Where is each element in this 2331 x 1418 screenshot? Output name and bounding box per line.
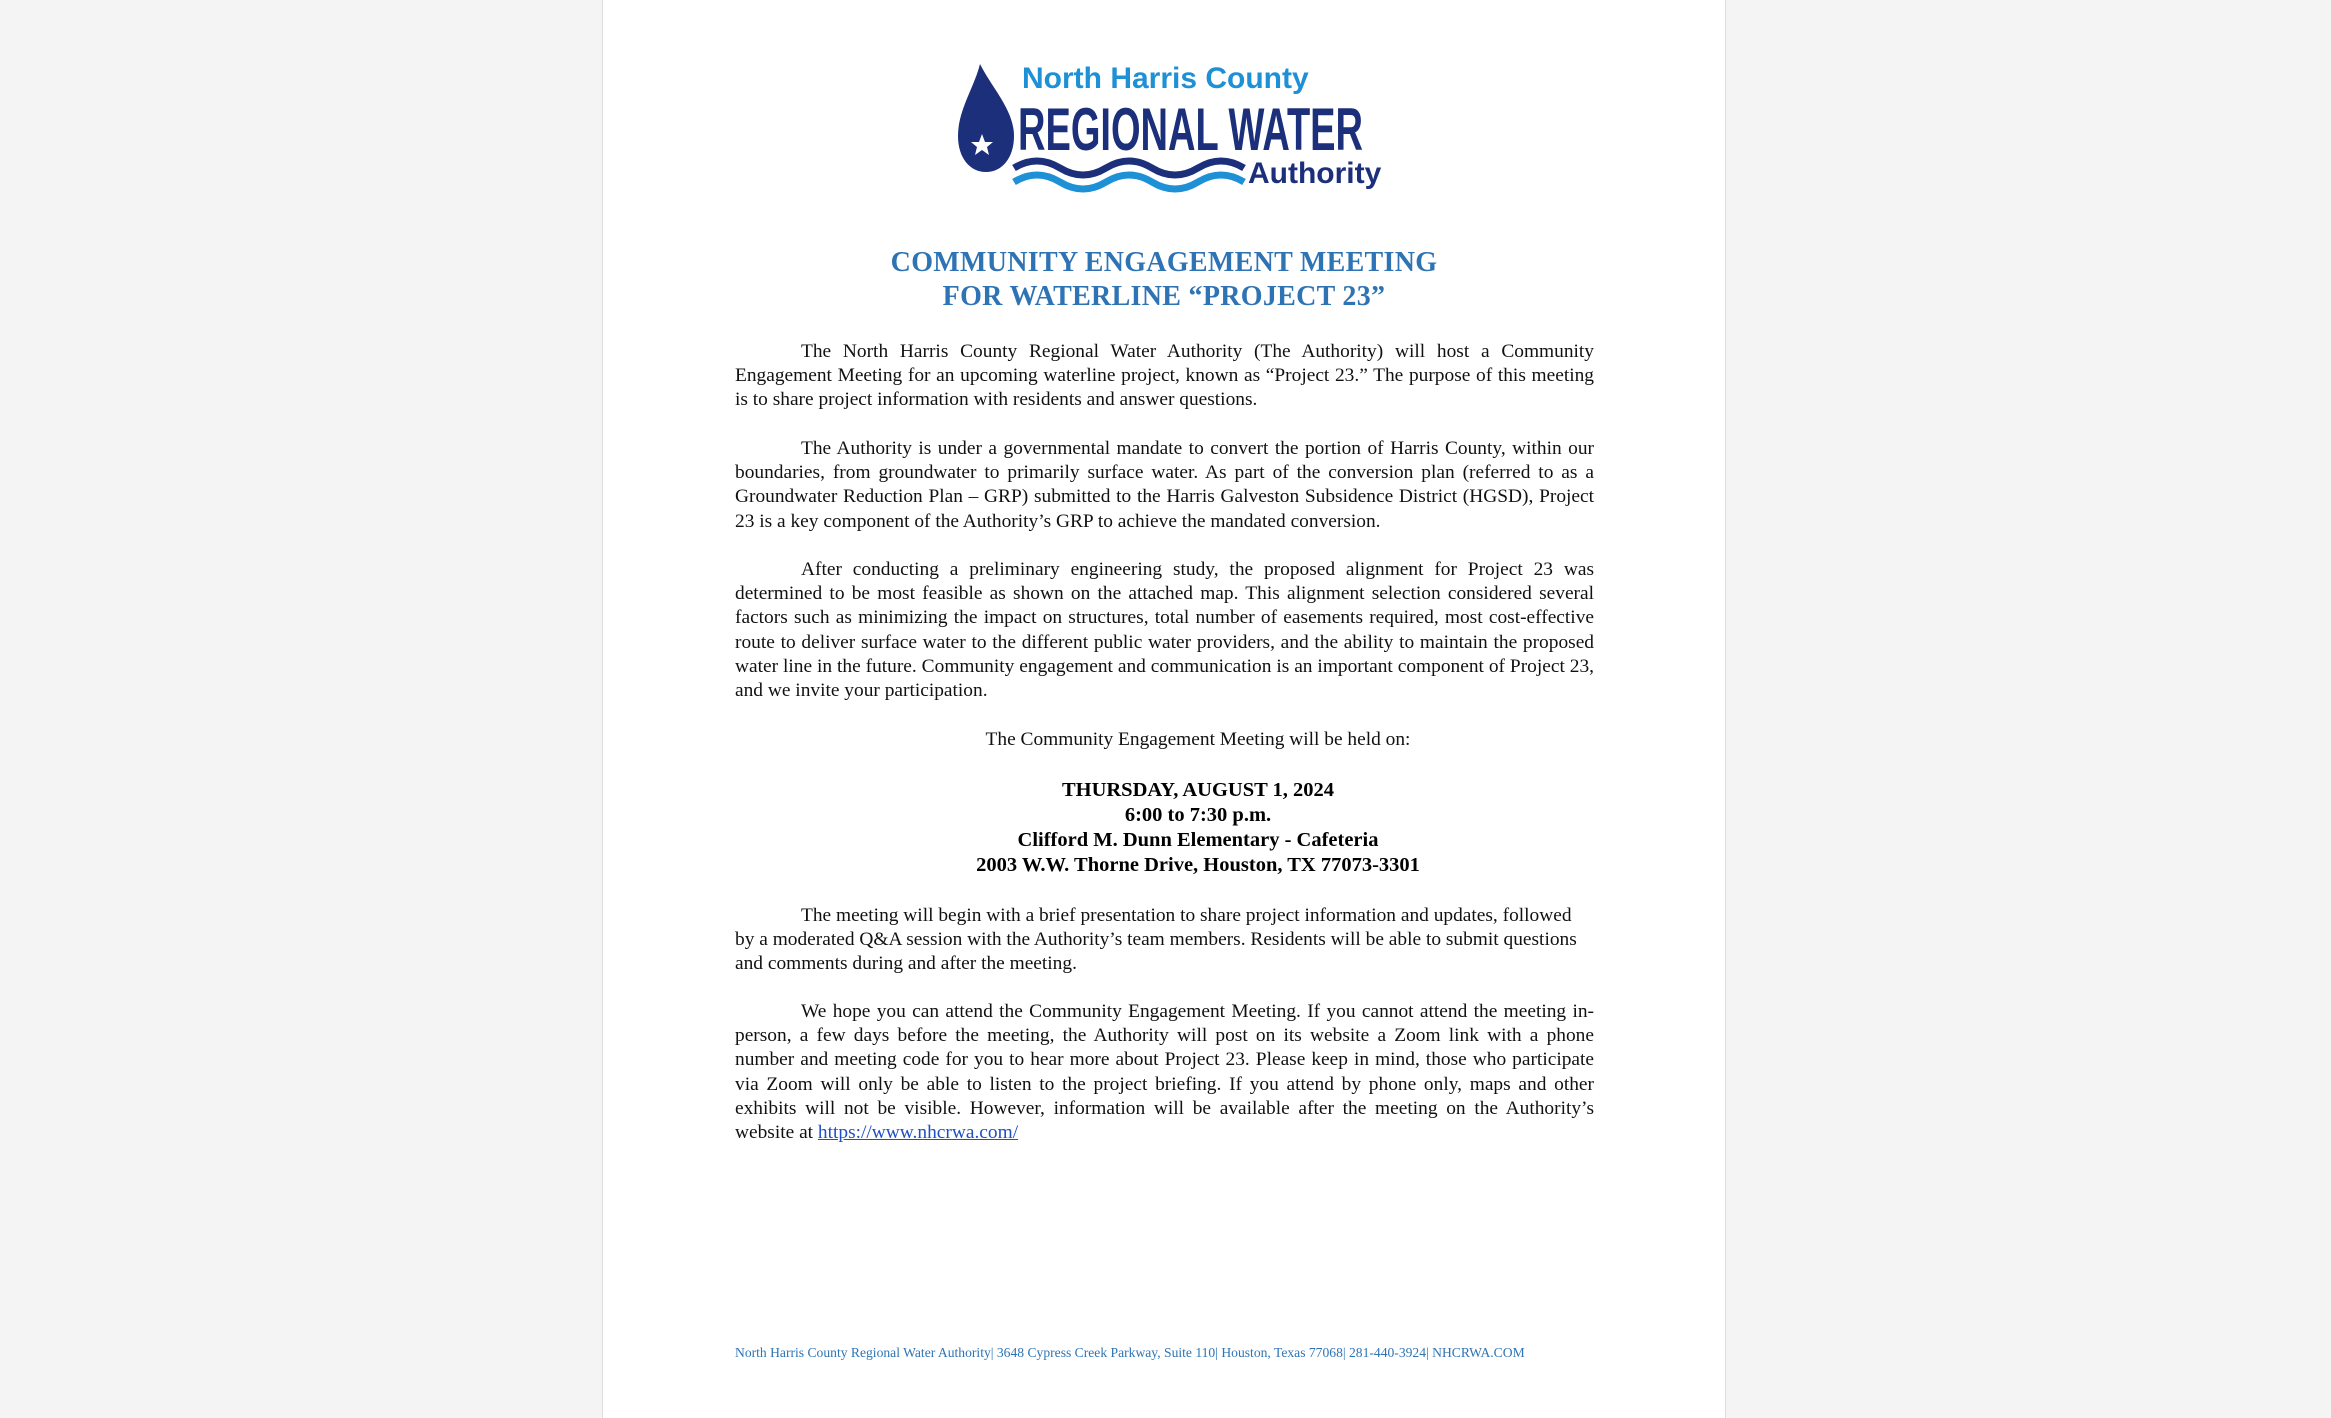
presentation-paragraph: The meeting will begin with a brief presentation to share project information and updates, followed by a moderated Q&A session with the Authority’s team members. Residents will be able to submit questions and comments during and after the meeting. [735,905,1577,975]
meeting-time: 6:00 to 7:30 p.m. [1124,804,1272,826]
attend-paragraph [735,1000,1594,1145]
meeting-date: THURSDAY, AUGUST 1, 2024 [1061,779,1335,801]
meeting-details [735,778,1661,878]
held-on-text: The Community Engagement Meeting will be held on: [985,729,1411,750]
document-page [602,0,1726,1418]
meeting-address: 2003 W.W. Thorne Drive, Houston, TX 77073-3301 [976,854,1420,876]
wave-light [1014,175,1244,189]
attend-text: We hope you can attend the Community Engagement Meeting. If you cannot attend the meeting in-person, a few days before the meeting, the Authority will post on its website a Zoom link with a phone number and meeting code for you to hear more about Project 23. Please keep in mind, those who participate via Zoom will only be able to listen to the project briefing. If you attend by phone only, maps and other exhibits will not be visible. However, information will be available after the meeting on the Authority’s website at [735,1001,1594,1144]
title-line-2: FOR WATERLINE “PROJECT 23” [942,281,1386,312]
website-link[interactable]: https://www.nhcrwa.com/ [817,1122,1019,1144]
logo-line-1: North Harris County [1022,62,1309,95]
page-title [602,246,1726,314]
logo-line-3: Authority [1248,157,1382,190]
logo-line-2: REGIONAL WATER [1018,96,1363,163]
nhcrwa-logo [952,58,1382,198]
intro-paragraph: The North Harris County Regional Water Authority (The Authority) will host a Community Engagement Meeting for an upcoming waterline project, known as “Project 23.” The purpose of this meeting is to share project information with residents and answer questions. [735,341,1594,411]
title-line-1: COMMUNITY ENGAGEMENT MEETING [890,247,1438,278]
mandate-paragraph: The Authority is under a governmental mandate to convert the portion of Harris County, within our boundaries, from groundwater to primarily surface water. As part of the conversion plan (referred to as a Groundwater Reduction Plan – GRP) submitted to the Harris Galveston Subsidence District (HGSD), Project 23 is a key component of the Authority’s GRP to achieve the mandated conversion. [735,438,1594,532]
meeting-venue: Clifford M. Dunn Elementary - Cafeteria [1017,829,1379,851]
study-paragraph: After conducting a preliminary engineering study, the proposed alignment for Project 23 was determined to be most feasible as shown on the attached map. This alignment selection considered several factors such as minimizing the impact on structures, total number of easements required, most cost-effective route to deliver surface water to the different public water providers, and the ability to maintain the proposed water line in the future. Community engagement and communication is an important component of Project 23, and we invite your participation. [735,559,1594,702]
water-drop-icon [958,64,1014,172]
page-footer: North Harris County Regional Water Authority| 3648 Cypress Creek Parkway, Suite 110| Houston, Texas 77068| 281-440-3924| NHCRWA.COM [735,1345,1525,1360]
